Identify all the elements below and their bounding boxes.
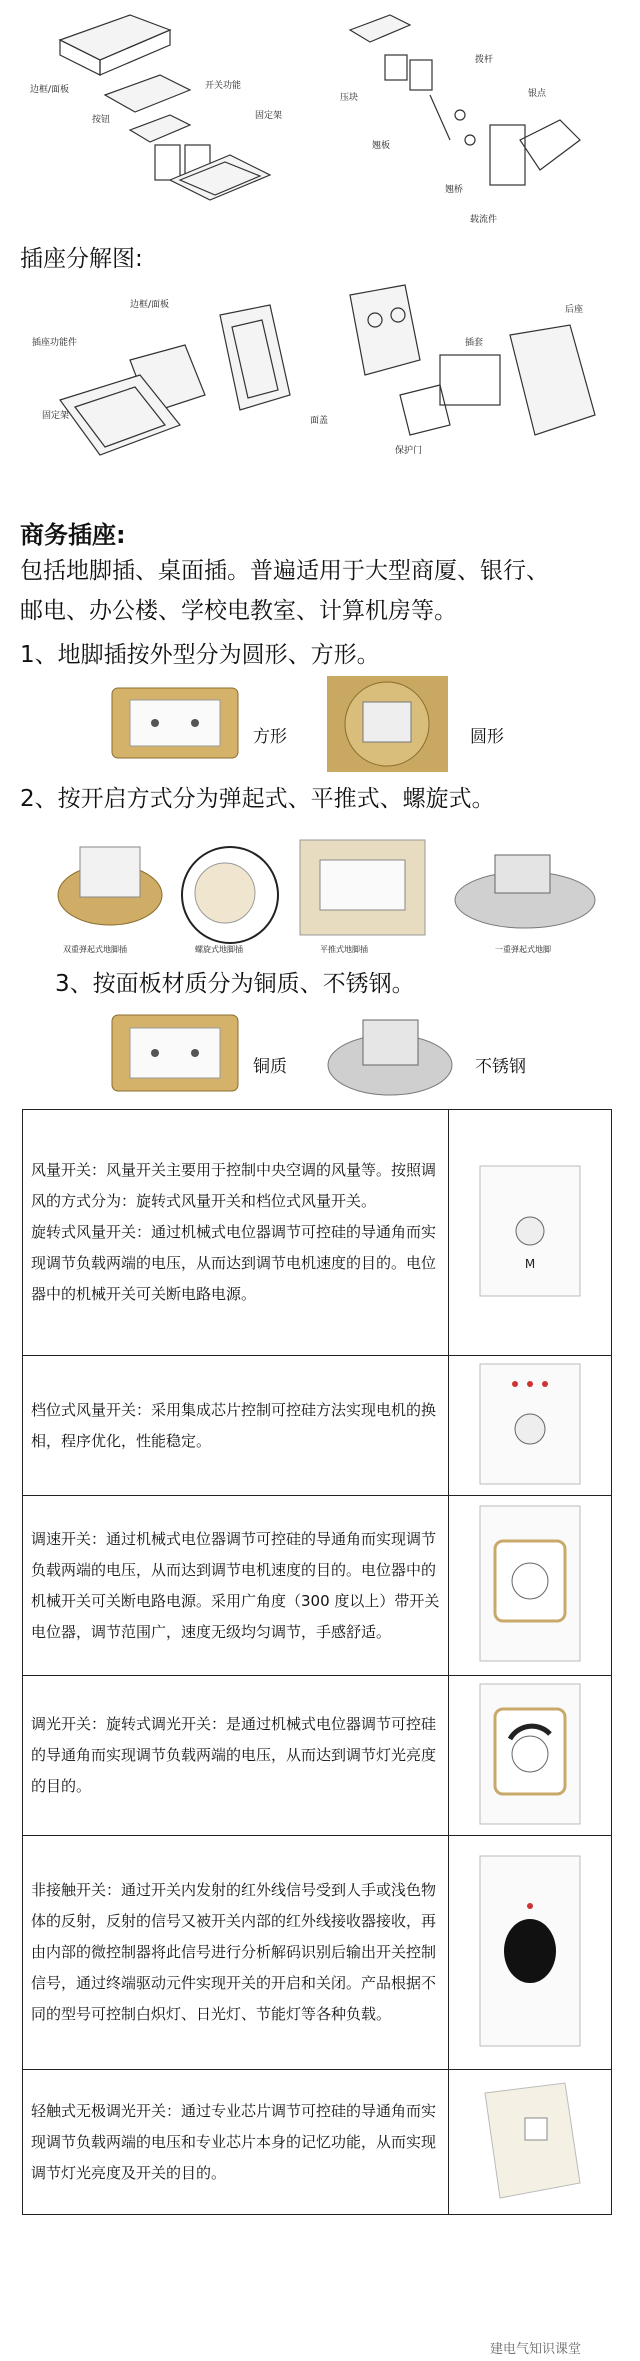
- row-text: 非接触开关：通过开关内发射的红外线信号受到人手或浅色物体的反射，反射的信号又被开关内部的红外线接收器接收，再由内部的微控制器将此信号进行分析解码识别后输出开关控制信号，通过终端驱动元件实现开关的开启和关闭。产品根据不同的型号可控制白炽灯、日光灯、节能灯等各种负载。: [23, 1836, 449, 2070]
- diagram-label: 插座功能件: [32, 338, 78, 348]
- fan-speed-knob-switch-icon: [449, 1110, 612, 1356]
- diagram-label: 后座: [565, 305, 584, 315]
- round-label: 圆形: [470, 727, 504, 747]
- diagram-label: 插套: [465, 338, 484, 348]
- row-text: 风量开关：风量开关主要用于控制中央空调的风量等。按照调风的方式分为：旋转式风量开关和档位式风量开关。 旋转式风量开关：通过机械式电位器调节可控硅的导通角而实现调节负载两端的电压，从而达到调节电机速度的目的。电位器中的机械开关可关断电路电源。: [23, 1110, 449, 1356]
- floor-socket-types-images: [55, 825, 600, 955]
- stainless-label: 不锈钢: [475, 1057, 526, 1077]
- three-speed-switch-icon: [449, 1356, 612, 1496]
- flat-push-floor-socket-image: [300, 840, 425, 935]
- table-row: [23, 1356, 612, 1496]
- brass-label: 铜质: [253, 1057, 287, 1077]
- caption: 双重弹起式地脚插: [63, 945, 127, 954]
- commercial-intro-line1: 包括地脚插、桌面插。普遍适用于大型商厦、银行、: [20, 558, 549, 584]
- diagram-label: 固定架: [42, 411, 70, 421]
- stainless-floor-socket-image: [325, 1010, 455, 1100]
- socket-section-heading: 插座分解图:: [20, 246, 143, 272]
- single-popup-floor-socket-image: [455, 855, 595, 928]
- table-row: [23, 1496, 612, 1676]
- table-row: [23, 2070, 612, 2215]
- row-text: 档位式风量开关：采用集成芯片控制可控硅方法实现电机的换相，程序优化，性能稳定。: [23, 1356, 449, 1496]
- commercial-intro-line2: 邮电、办公楼、学校电教室、计算机房等。: [20, 598, 457, 624]
- diagram-label: 压块: [340, 93, 359, 103]
- socket-exploded-diagram: [20, 275, 620, 500]
- commercial-heading: 商务插座:: [20, 521, 126, 549]
- round-floor-socket-image: [325, 674, 450, 774]
- diagram-label: 载流件: [470, 215, 498, 225]
- square-floor-socket-image: [110, 680, 240, 760]
- double-popup-floor-socket-image: [58, 847, 162, 925]
- switch-exploded-diagram: [20, 0, 620, 225]
- brass-floor-socket-image: [110, 1010, 240, 1095]
- svg-text:M: M: [524, 1256, 536, 1271]
- diagram-label: 边框/面板: [130, 300, 170, 310]
- light-dimmer-switch-icon: [449, 1676, 612, 1836]
- item2-text: 2、按开启方式分为弹起式、平推式、螺旋式。: [20, 786, 495, 812]
- diagram-label: 边框/面板: [30, 85, 70, 95]
- caption: 螺旋式地脚插: [195, 945, 243, 954]
- table-row: [23, 1676, 612, 1836]
- diagram-label: 开关功能: [205, 81, 242, 91]
- diagram-label: 翘桥: [445, 185, 464, 195]
- table-row: [23, 1110, 612, 1356]
- row-text: 调速开关：通过机械式电位器调节可控硅的导通角而实现调节负载两端的电压，从而达到调节电机速度的目的。电位器中的机械开关可关断电路电源。采用广角度（300 度以上）带开关电位器，调节范围广，速度无级均匀调节，手感舒适。: [23, 1496, 449, 1676]
- diagram-label: 固定架: [255, 111, 283, 121]
- diagram-label: 面盖: [310, 416, 329, 426]
- diagram-label: 保护门: [395, 446, 423, 456]
- diagram-label: 翘板: [372, 141, 391, 151]
- square-label: 方形: [253, 727, 287, 747]
- screw-floor-socket-image: [182, 847, 278, 943]
- touch-dimmer-switch-icon: [449, 2070, 612, 2215]
- item1-text: 1、地脚插按外型分为圆形、方形。: [20, 642, 380, 668]
- watermark: 建电气知识课堂: [490, 2342, 582, 2357]
- row-text: 轻触式无极调光开关：通过专业芯片调节可控硅的导通角而实现调节负载两端的电压和专业芯片本身的记忆功能，从而实现调节灯光亮度及开关的目的。: [23, 2070, 449, 2215]
- caption: 平推式地脚插: [320, 945, 368, 954]
- switch-types-table: [22, 1109, 612, 2215]
- diagram-label: 按钮: [92, 115, 111, 125]
- caption: 一重弹起式地脚: [495, 945, 551, 954]
- item3-text: 3、按面板材质分为铜质、不锈钢。: [55, 971, 415, 997]
- table-row: [23, 1836, 612, 2070]
- diagram-label: 银点: [528, 89, 547, 99]
- fan-dimmer-switch-icon: [449, 1496, 612, 1676]
- infrared-switch-icon: [449, 1836, 612, 2070]
- diagram-label: 拨杆: [475, 55, 494, 65]
- row-text: 调光开关：旋转式调光开关：是通过机械式电位器调节可控硅的导通角而实现调节负载两端的电压，从而达到调节灯光亮度的目的。: [23, 1676, 449, 1836]
